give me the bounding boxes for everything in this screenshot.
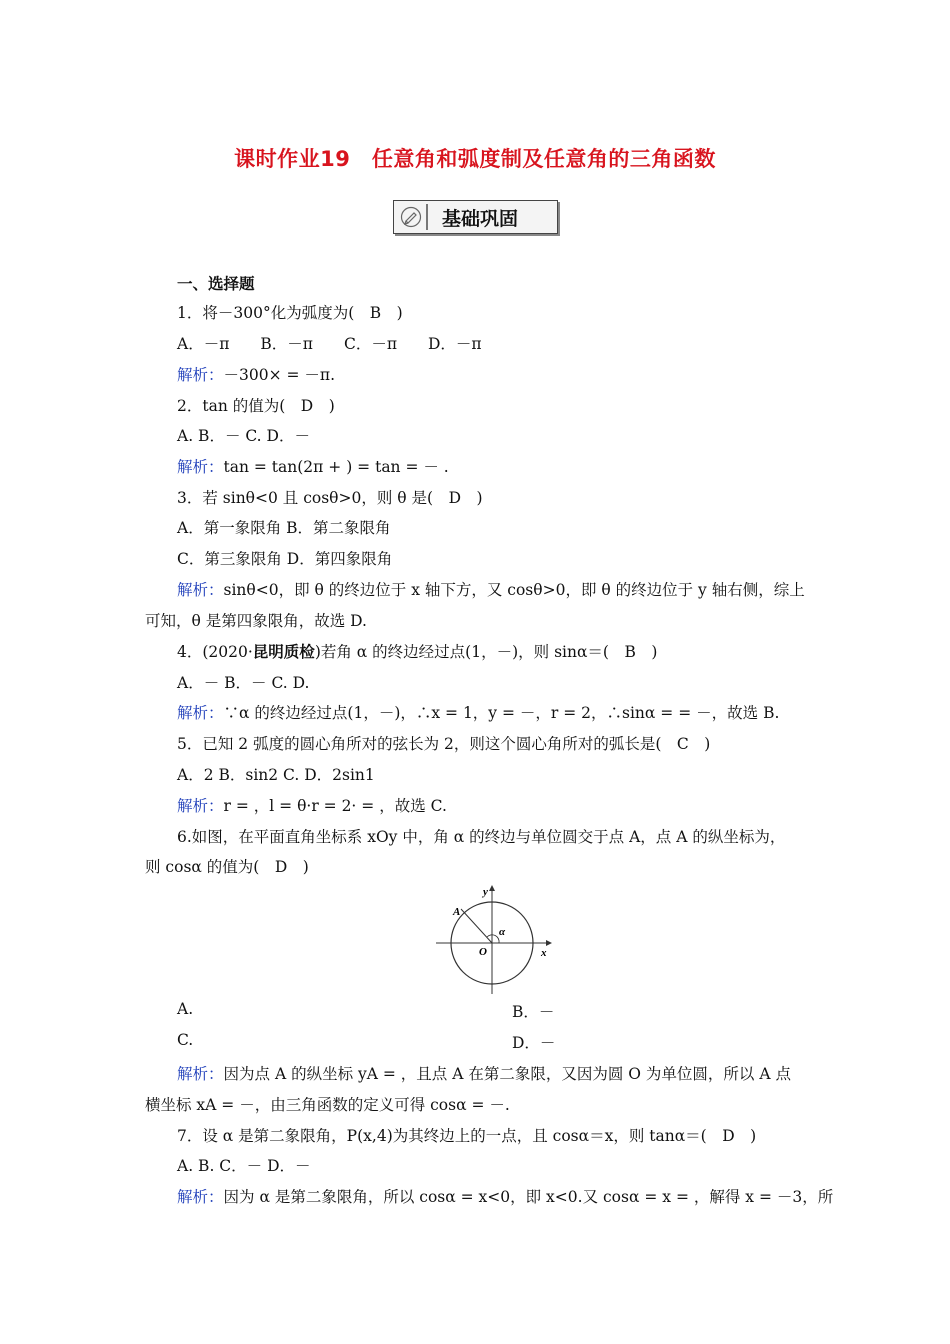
badge-separator (426, 204, 428, 230)
label-alpha: α (499, 926, 506, 938)
question-4-prefix: 4．(2020· (177, 643, 253, 661)
question-7: 7．设 α 是第二象限角，P(x,4)为其终边上的一点，且 cosα＝x，则 tanα＝( D ) (177, 1127, 757, 1145)
question-6-option-d: D．－ (512, 1034, 556, 1052)
solution-label: 解析： (177, 797, 224, 815)
question-6: 6.如图，在平面直角坐标系 xOy 中，角 α 的终边与单位圆交于点 A，点 A 的纵坐标为， (177, 828, 786, 846)
unit-circle-figure (436, 884, 556, 996)
question-3-solution (177, 578, 805, 600)
question-3-options-2: C．第三象限角 D．第四象限角 (177, 550, 393, 568)
label-point-a: A (453, 906, 461, 918)
solution-label: 解析： (177, 1065, 224, 1083)
solution-text: sinθ<0，即 θ 的终边位于 x 轴下方，又 cosθ>0，即 θ 的终边位于 y 轴右侧，综上 (223, 581, 805, 599)
question-4-text: )若角 α 的终边经过点(1，－)，则 sinα＝( B ) (314, 643, 658, 661)
question-7-options: A. B. C．－ D．－ (177, 1157, 311, 1175)
section-heading: 一、选择题 (177, 274, 255, 293)
question-4 (177, 640, 657, 662)
question-2-options: A. B．－ C. D．－ (177, 427, 310, 445)
question-6-option-b: B．－ (512, 1003, 555, 1021)
question-2: 2．tan 的值为( D ) (177, 397, 335, 415)
question-4-options: A．－ B．－ C. D. (177, 674, 310, 692)
section-badge (393, 200, 558, 234)
question-5-options: A．2 B．sin2 C. D．2sin1 (177, 766, 375, 784)
solution-text: 因为点 A 的纵坐标 yA = ，且点 A 在第二象限，又因为圆 O 为单位圆，所以 A 点 (223, 1065, 791, 1083)
question-6-option-a: A. (177, 1000, 194, 1018)
question-6-option-c: C. (177, 1031, 194, 1049)
question-4-solution (177, 701, 779, 723)
solution-label: 解析： (177, 1188, 224, 1206)
solution-text: 因为 α 是第二象限角，所以 cosα = x<0，即 x<0.又 cosα = x = ，解得 x = －3，所 (223, 1188, 834, 1206)
question-2-solution (177, 455, 449, 477)
question-3-options-1: A．第一象限角 B．第二象限角 (177, 519, 391, 537)
label-origin: O (479, 946, 487, 958)
question-4-source: 昆明质检 (252, 642, 315, 661)
question-3-solution-cont: 可知，θ 是第四象限角，故选 D. (145, 612, 367, 630)
y-axis-arrow (489, 885, 495, 891)
pencil-icon (400, 206, 422, 228)
question-1-solution (177, 363, 335, 385)
solution-text: r = ，l = θ·r = 2· = ，故选 C. (223, 797, 447, 815)
solution-text: －300× = －π. (223, 366, 336, 384)
question-6-cont: 则 cosα 的值为( D ) (145, 858, 309, 876)
page-title: 课时作业19 任意角和弧度制及任意角的三角函数 (234, 147, 716, 171)
question-6-solution-cont: 横坐标 xA = －，由三角函数的定义可得 cosα = －. (145, 1096, 510, 1114)
solution-label: 解析： (177, 458, 224, 476)
solution-label: 解析： (177, 704, 224, 722)
question-1-options: A．－π B．－π C．－π D．－π (177, 335, 482, 353)
terminal-side (461, 909, 492, 943)
x-axis-arrow (546, 940, 552, 946)
question-5-solution (177, 794, 447, 816)
label-y: y (483, 886, 488, 898)
solution-text: tan = tan(2π + ) = tan = － . (223, 458, 449, 476)
question-3: 3．若 sinθ<0 且 cosθ>0，则 θ 是( D ) (177, 489, 483, 507)
label-x: x (541, 947, 547, 959)
solution-text: ∵α 的终边经过点(1，－)，∴x = 1，y = －，r = 2，∴sinα = = －，故选 B. (223, 704, 780, 722)
question-6-solution (177, 1062, 791, 1084)
question-1: 1．将－300°化为弧度为( B ) (177, 304, 403, 322)
badge-label: 基础巩固 (442, 208, 519, 230)
solution-label: 解析： (177, 366, 224, 384)
solution-label: 解析： (177, 581, 224, 599)
question-7-solution (177, 1185, 833, 1207)
question-5: 5．已知 2 弧度的圆心角所对的弦长为 2，则这个圆心角所对的弧长是( C ) (177, 735, 711, 753)
